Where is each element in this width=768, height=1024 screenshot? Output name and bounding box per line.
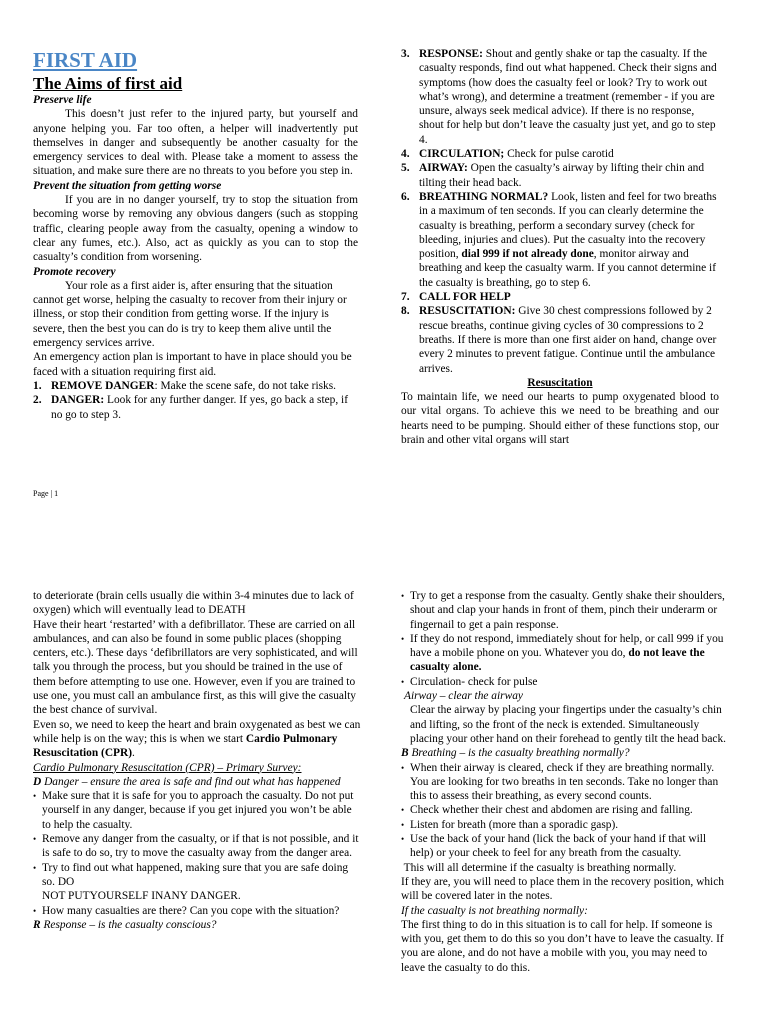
cpr-intro-text: Even so, we need to keep the heart and brain oxygenated as best we can while help is on the way; this is when we start [33, 718, 361, 745]
step-text: Look for any further danger. If yes, go back a step, if no go to step 3. [51, 394, 349, 421]
bullet-text: If they do not respond, immediately shout for help, or call 999 if you have a mobile phone on you. Whatever you do, [410, 632, 724, 660]
list-item [33, 789, 363, 832]
list-item [33, 393, 358, 422]
bullet-text: How many casualties are there? Can you cope with the situation? [42, 904, 340, 917]
response-text: Response – is the casualty conscious? [40, 918, 217, 931]
bullet-text: Listen for breath (more than a sporadic gasp). [410, 818, 619, 831]
list-item [401, 47, 719, 147]
action-plan-steps-part2 [401, 47, 719, 376]
list-item [33, 379, 358, 393]
airway-heading: Airway – clear the airway [404, 690, 523, 703]
list-item [401, 818, 731, 832]
step-number: 3. [401, 48, 410, 60]
letter-d: D [33, 775, 42, 788]
bullet-text: Remove any danger from the casualty, or if that is not possible, and it is safe to do so, try to move the casualty away from the danger area. [42, 833, 359, 860]
list-item [401, 632, 731, 675]
paragraph-cpr-intro [33, 718, 363, 761]
paragraph-promote-recovery: Your role as a first aider is, after ensuring that the situation cannot get worse, helping the casualty to recover from their injury or illness, or stop their condition from getting worse. If the injury is severe, then the best you can do is try to keep them alive until the emergency services arrive. [33, 279, 347, 350]
response-bullet-list [401, 589, 731, 689]
bullet-icon: • [33, 862, 37, 873]
airway-text: Clear the airway by placing your fingertips under the casualty’s chin and lifting, so the front of the neck is extended. Simultaneously placing your other hand on their forehead to gently tilt the head back. [410, 704, 726, 745]
bullet-icon: • [401, 805, 405, 816]
page-number-footer: Page | 1 [33, 489, 59, 498]
bullet-text: Try to get a response from the casualty. Gently shake their shoulders, shout and clap your hands in front of them, pinch their underarm or fingernail to get a pain response. [410, 590, 725, 631]
danger-text: Danger – ensure the area is safe and find out what has happened [41, 775, 341, 788]
bullet-icon: • [401, 591, 405, 601]
list-item [401, 304, 719, 375]
bullet-icon: • [401, 819, 405, 830]
step-text: Shout and gently shake or tap the casualty. If the casualty responds, find out what happened. Check their signs and symptoms (how does the casualty feel or look? Try to work out what’s wrong), and determine a treatment (remember - if you are unsure, always seek medical advice). If there is no response, shout for help but don’t leave the casualty just yet, and go to step 4. [419, 48, 717, 146]
step-label: RESPONSE: [419, 48, 483, 60]
step-label: REMOVE DANGER [51, 379, 155, 392]
airway-instruction [401, 703, 731, 746]
breathing-bullet-list [401, 761, 731, 861]
paragraph-call-for-help: The first thing to do in this situation is to call for help. If someone is with you, get them to do this so you don’t have to leave the casualty. If you are alone, and do not have a mobile with you, you may need to leave the casualty to do this. [401, 918, 724, 974]
bullet-icon: • [33, 834, 37, 845]
list-item [401, 147, 719, 161]
subheading-prevent-worse: Prevent the situation from getting worse [33, 179, 222, 192]
bullet-icon: • [401, 834, 405, 845]
step-text: : Make the scene safe, do not take risks. [154, 379, 337, 392]
step-number: 8. [401, 305, 410, 318]
paragraph-recovery-position: If they are, you will need to place them in the recovery position, which will be covered later in the notes. [401, 875, 724, 903]
step-text: Check for pulse carotid [504, 148, 614, 161]
page2-right-column [401, 589, 731, 975]
section-heading-aims: The Aims of first aid [33, 74, 183, 93]
list-item [401, 675, 731, 689]
danger-bullet-list [33, 789, 363, 918]
step-label: CIRCULATION; [419, 148, 505, 161]
paragraph-deteriorate: to deteriorate (brain cells usually die within 3-4 minutes due to lack of oxygen) which will eventually lead to DEATH [33, 590, 354, 617]
page1-right-column [401, 47, 719, 447]
step-emphasis: dial 999 if not already done [461, 248, 594, 261]
subheading-resuscitation: Resuscitation [527, 376, 593, 389]
bullet-text: When their airway is cleared, check if they are breathing normally. You are looking for two breaths in ten seconds. Take no longer than this to assess their breathing, as every second counts. [410, 761, 719, 803]
step-label: DANGER: [51, 394, 105, 407]
step-label: BREATHING NORMAL? [419, 190, 549, 203]
step-text: Look, listen and feel for two breaths in a maximum of ten seconds. If you can clearly determine the casualty is breathing, perform a secondary survey (check for bleeding, injuries and clues). Put the casualty into the recovery position, [419, 190, 717, 261]
list-item [401, 190, 719, 290]
document-title: FIRST AID [33, 48, 138, 72]
paragraph-prevent-worse: If you are in no danger yourself, try to stop the situation from becoming worse by removing any obvious dangers (such as stopping traffic, clearing people away from the casualty, opening a window to clear any fumes, etc.). Also, act as quickly as you can to stop the casualty’s condition from worsening. [33, 194, 358, 264]
page1-left-column [33, 48, 358, 422]
bullet-text: Try to find out what happened, making sure that you are safe doing so. DO NOT PUTYOURSELF INANY DANGER. [42, 861, 349, 903]
step-text: Give 30 chest compressions followed by 2 rescue breaths, continue giving cycles of 30 compressions to 2 breaths. If there is more than one first aider on hand, change over every 2 minutes to prevent fatigue. Continue until the ambulance arrives. [419, 305, 717, 375]
step-text-cont: , monitor airway and breathing and keep the casualty warm. If you cannot determine if the casualty is breathing, go to step 6. [419, 248, 716, 289]
not-breathing-heading: If the casualty is not breathing normally: [401, 904, 588, 917]
cpr-term: Cardio Pulmonary Resuscitation (CPR) [33, 732, 338, 760]
cpr-primary-survey-heading: Cardio Pulmonary Resuscitation (CPR) – Primary Survey: [33, 761, 302, 774]
bullet-text: Make sure that it is safe for you to approach the casualty. Do not put yourself in any danger, because if you get injured you won’t be able to help the casualty. [42, 790, 354, 831]
list-item [33, 861, 363, 904]
list-item [33, 832, 363, 861]
missing-glyph-icon [401, 703, 410, 746]
bullet-icon: • [401, 676, 405, 687]
paragraph-resuscitation: To maintain life, we need our hearts to pump oxygenated blood to our vital organs. To achieve this we need to be breathing and our hearts need to be pumping. Should either of these functions stop, our brain and other vital organs will start [401, 391, 719, 447]
list-item [401, 290, 719, 304]
paragraph-action-plan-intro: An emergency action plan is important to have in place should you be faced with a situation requiring first aid. [33, 351, 352, 378]
letter-r: R [33, 918, 41, 931]
step-number: 6. [401, 190, 410, 203]
breathing-heading [401, 746, 731, 760]
action-plan-steps-part1 [33, 379, 358, 422]
step-number: 5. [401, 162, 410, 175]
bullet-text: Circulation- check for pulse [410, 675, 538, 688]
step-label: CALL FOR HELP [419, 291, 511, 304]
list-item [401, 803, 731, 817]
cpr-intro-end: . [132, 747, 135, 760]
bullet-icon: • [401, 762, 405, 773]
bullet-text: Check whether their chest and abdomen are rising and falling. [410, 804, 693, 817]
bullet-icon: • [33, 905, 37, 916]
step-number: 1. [33, 379, 42, 392]
list-item [401, 761, 731, 804]
bullet-icon: • [33, 791, 37, 802]
step-text: Open the casualty’s airway by lifting their chin and tilting their head back. [419, 162, 705, 189]
danger-heading [33, 775, 363, 789]
list-item [33, 904, 363, 918]
page2-left-column [33, 589, 363, 932]
paragraph-determine: This will all determine if the casualty is breathing normally. [401, 861, 677, 874]
breathing-text: Breathing – is the casualty breathing normally? [408, 747, 630, 760]
bullet-icon: • [401, 633, 405, 644]
step-number: 7. [401, 291, 410, 304]
subheading-preserve-life: Preserve life [33, 94, 92, 106]
list-item [401, 589, 731, 632]
bullet-text: Use the back of your hand (lick the back of your hand if that will help) or your cheek to feel for any breath from the casualty. [410, 833, 707, 860]
step-number: 4. [401, 148, 410, 161]
bullet-emphasis: do not leave the casualty alone. [410, 647, 705, 674]
response-heading [33, 918, 363, 932]
step-label: AIRWAY: [419, 162, 468, 175]
list-item [401, 161, 719, 190]
list-item [401, 832, 731, 861]
step-number: 2. [33, 394, 42, 407]
letter-b: B [401, 747, 409, 760]
paragraph-defibrillator: Have their heart ‘restarted’ with a defibrillator. These are carried on all ambulances, and can also be found in some public places (shopping centers, etc.). These days ‘defibrillators are very sophisticated, and will talk you through the process, but you should be trained in the use of them before attempting to use one. However, even if you are trained to use one, you must call an ambulance first, as this will give the casualty the best chance of survival. [33, 618, 358, 717]
paragraph-preserve-life: This doesn’t just refer to the injured party, but yourself and anyone helping you. Far too often, a helper will inadvertently put themselves in danger and subsequently be another casualty for the emergency services to deal with. Please take a moment to assess the situation, and make sure there are no threats to you before you step in. [33, 108, 358, 178]
step-label: RESUSCITATION: [419, 305, 516, 318]
subheading-promote-recovery: Promote recovery [33, 265, 116, 278]
